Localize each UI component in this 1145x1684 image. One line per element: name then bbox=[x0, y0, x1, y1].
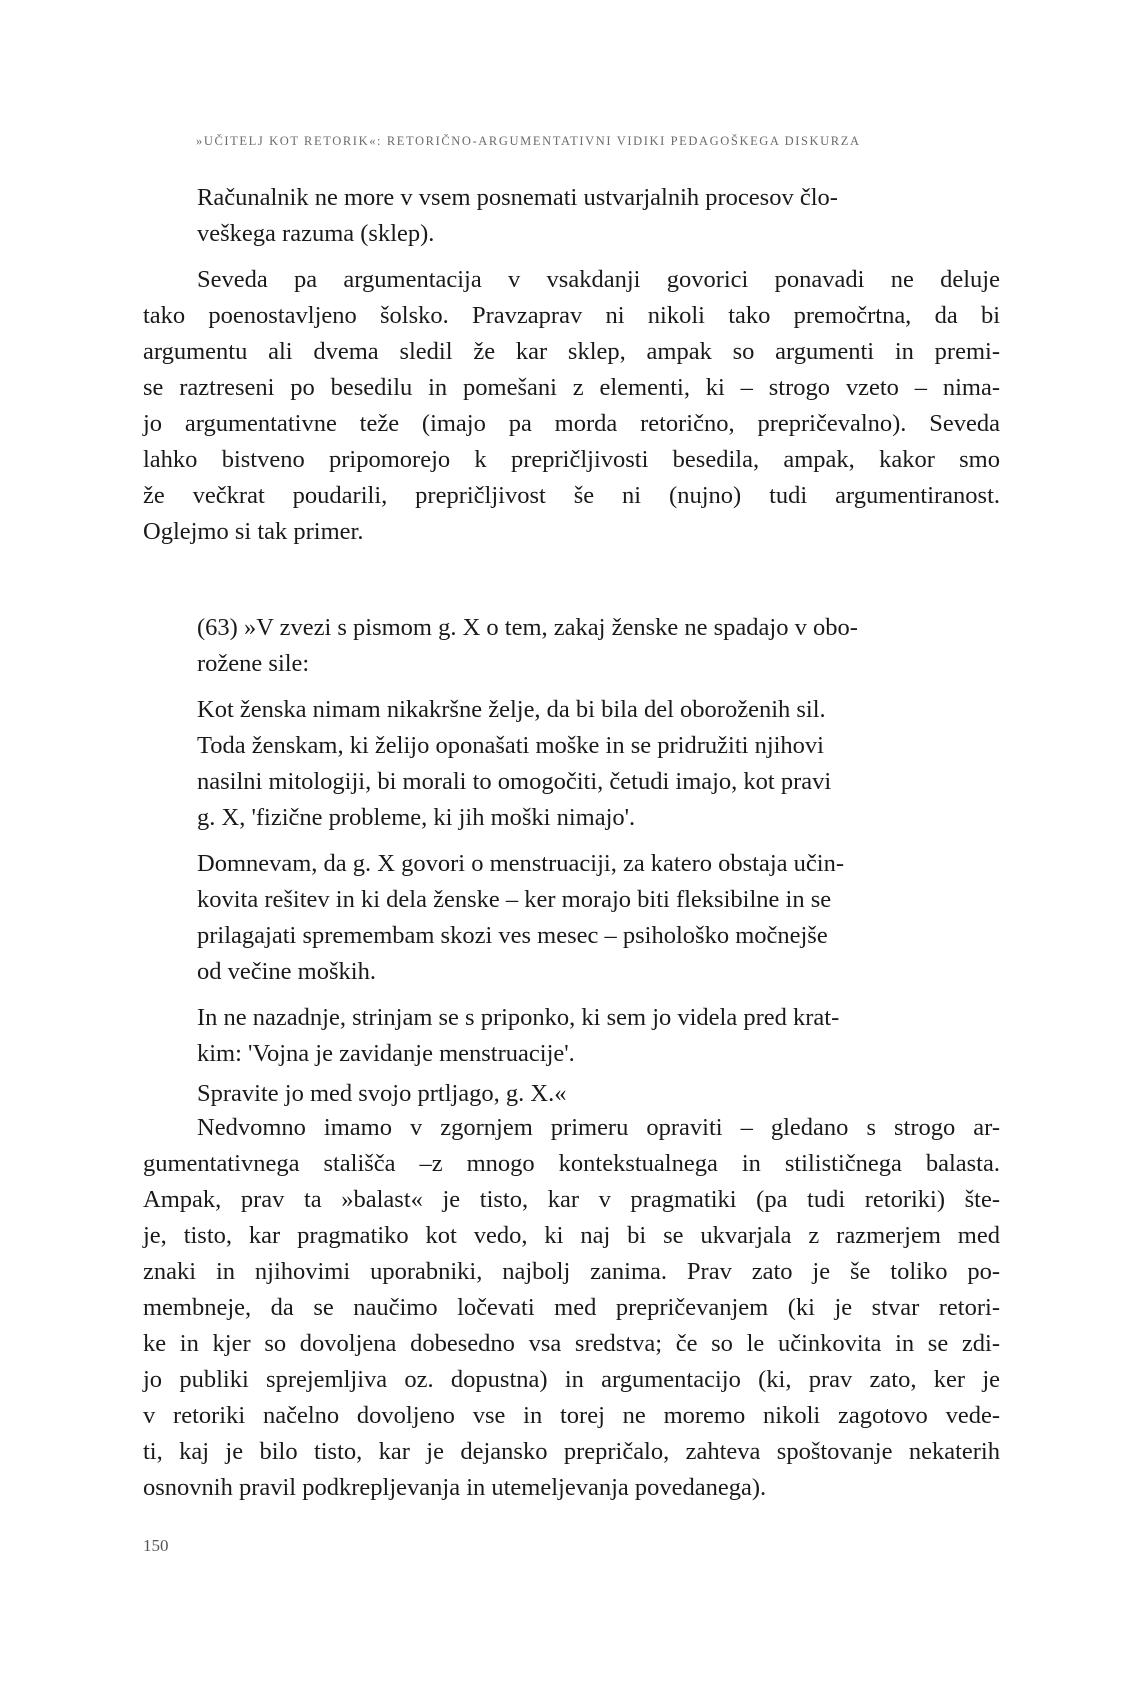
text-line: Domnevam, da g. X govori o menstruaciji, za katero obstaja učin- bbox=[197, 850, 845, 877]
text-line: ke in kjer so dovoljena dobesedno vsa sredstva; če so le učinkovita in se zdi- bbox=[143, 1330, 1000, 1357]
quote-paragraph bbox=[197, 610, 945, 682]
text-line: Kot ženska nimam nikakršne želje, da bi bila del oboroženih sil. bbox=[197, 696, 826, 723]
text-line: Spravite jo med svojo prtljago, g. X.« bbox=[197, 1080, 567, 1107]
text-line: osnovnih pravil podkrepljevanja in utemeljevanja povedanega). bbox=[143, 1474, 767, 1501]
running-head: »UČITELJ KOT RETORIK«: RETORIČNO-ARGUMENTATIVNI VIDIKI PEDAGOŠKEGA DISKURZA bbox=[196, 134, 861, 148]
text-line: tako poenostavljeno šolsko. Pravzaprav ni nikoli tako premočrtna, da bi bbox=[143, 302, 1000, 329]
text-line: v retoriki načelno dovoljeno vse in torej ne moremo nikoli zagotovo vede- bbox=[143, 1402, 1000, 1429]
text-line: (63) »V zvezi s pismom g. X o tem, zakaj ženske ne spadajo v obo- bbox=[197, 614, 858, 641]
quote-paragraph bbox=[197, 692, 945, 836]
text-line: jo publiki sprejemljiva oz. dopustna) in argumentacijo (ki, prav zato, ker je bbox=[143, 1366, 1000, 1393]
text-line: Toda ženskam, ki želijo oponašati moške in se pridružiti njihovi bbox=[197, 732, 824, 759]
text-line: Seveda pa argumentacija v vsakdanji govorici ponavadi ne deluje bbox=[197, 266, 1000, 293]
text-line: od večine moških. bbox=[197, 958, 376, 985]
text-line: jo argumentativne teže (imajo pa morda retorično, prepričevalno). Seveda bbox=[143, 410, 1000, 437]
text-line: gumentativnega stališča –z mnogo kontekstualnega in stilističnega balasta. bbox=[143, 1150, 1000, 1177]
text-line: kim: 'Vojna je zavidanje menstruacije'. bbox=[197, 1040, 575, 1067]
text-line: nasilni mitologiji, bi morali to omogočiti, četudi imajo, kot pravi bbox=[197, 768, 832, 795]
text-line: In ne nazadnje, strinjam se s priponko, ki sem jo videla pred krat- bbox=[197, 1004, 840, 1031]
paragraph-argumentation bbox=[143, 262, 1000, 550]
quote-paragraph bbox=[197, 846, 945, 990]
text-line: ti, kaj je bilo tisto, kar je dejansko prepričalo, zahteva spoštovanje nekaterih bbox=[143, 1438, 1000, 1465]
text-line: Oglejmo si tak primer. bbox=[143, 518, 364, 545]
quote-paragraph bbox=[197, 1076, 945, 1112]
text-line: kovita rešitev in ki dela ženske – ker morajo biti fleksibilne in se bbox=[197, 886, 832, 913]
text-line: Računalnik ne more v vsem posnemati ustvarjalnih procesov člo- bbox=[197, 184, 838, 211]
text-line: rožene sile: bbox=[197, 650, 310, 677]
text-line: veškega razuma (sklep). bbox=[197, 220, 435, 247]
text-line: znaki in njihovimi uporabniki, najbolj zanima. Prav zato je še toliko po- bbox=[143, 1258, 1000, 1285]
text-line: prilagajati spremembam skozi ves mesec – psihološko močnejše bbox=[197, 922, 828, 949]
text-line: lahko bistveno pripomorejo k prepričljivosti besedila, ampak, kakor smo bbox=[143, 446, 1000, 473]
paragraph-conclusion bbox=[143, 180, 1000, 252]
text-line: g. X, 'fizične probleme, ki jih moški nimajo'. bbox=[197, 804, 636, 831]
quote-paragraph bbox=[197, 1000, 945, 1072]
text-line: argumentu ali dvema sledil že kar sklep, ampak so argumenti in premi- bbox=[143, 338, 1000, 365]
example-quote-block bbox=[197, 610, 945, 1112]
text-line: Nedvomno imamo v zgornjem primeru opraviti – gledano s strogo ar- bbox=[197, 1114, 1000, 1141]
text-line: membneje, da se naučimo ločevati med prepričevanjem (ki je stvar retori- bbox=[143, 1294, 1000, 1321]
page-number: 150 bbox=[143, 1536, 169, 1555]
paragraph-discussion bbox=[143, 1110, 1000, 1506]
text-line: Ampak, prav ta »balast« je tisto, kar v pragmatiki (pa tudi retoriki) šte- bbox=[143, 1186, 1000, 1213]
text-line: je, tisto, kar pragmatiko kot vedo, ki naj bi se ukvarjala z razmerjem med bbox=[143, 1222, 1000, 1249]
text-line: že večkrat poudarili, prepričljivost še ni (nujno) tudi argumentiranost. bbox=[143, 482, 1000, 509]
text-line: se raztreseni po besedilu in pomešani z elementi, ki – strogo vzeto – nima- bbox=[143, 374, 1000, 401]
